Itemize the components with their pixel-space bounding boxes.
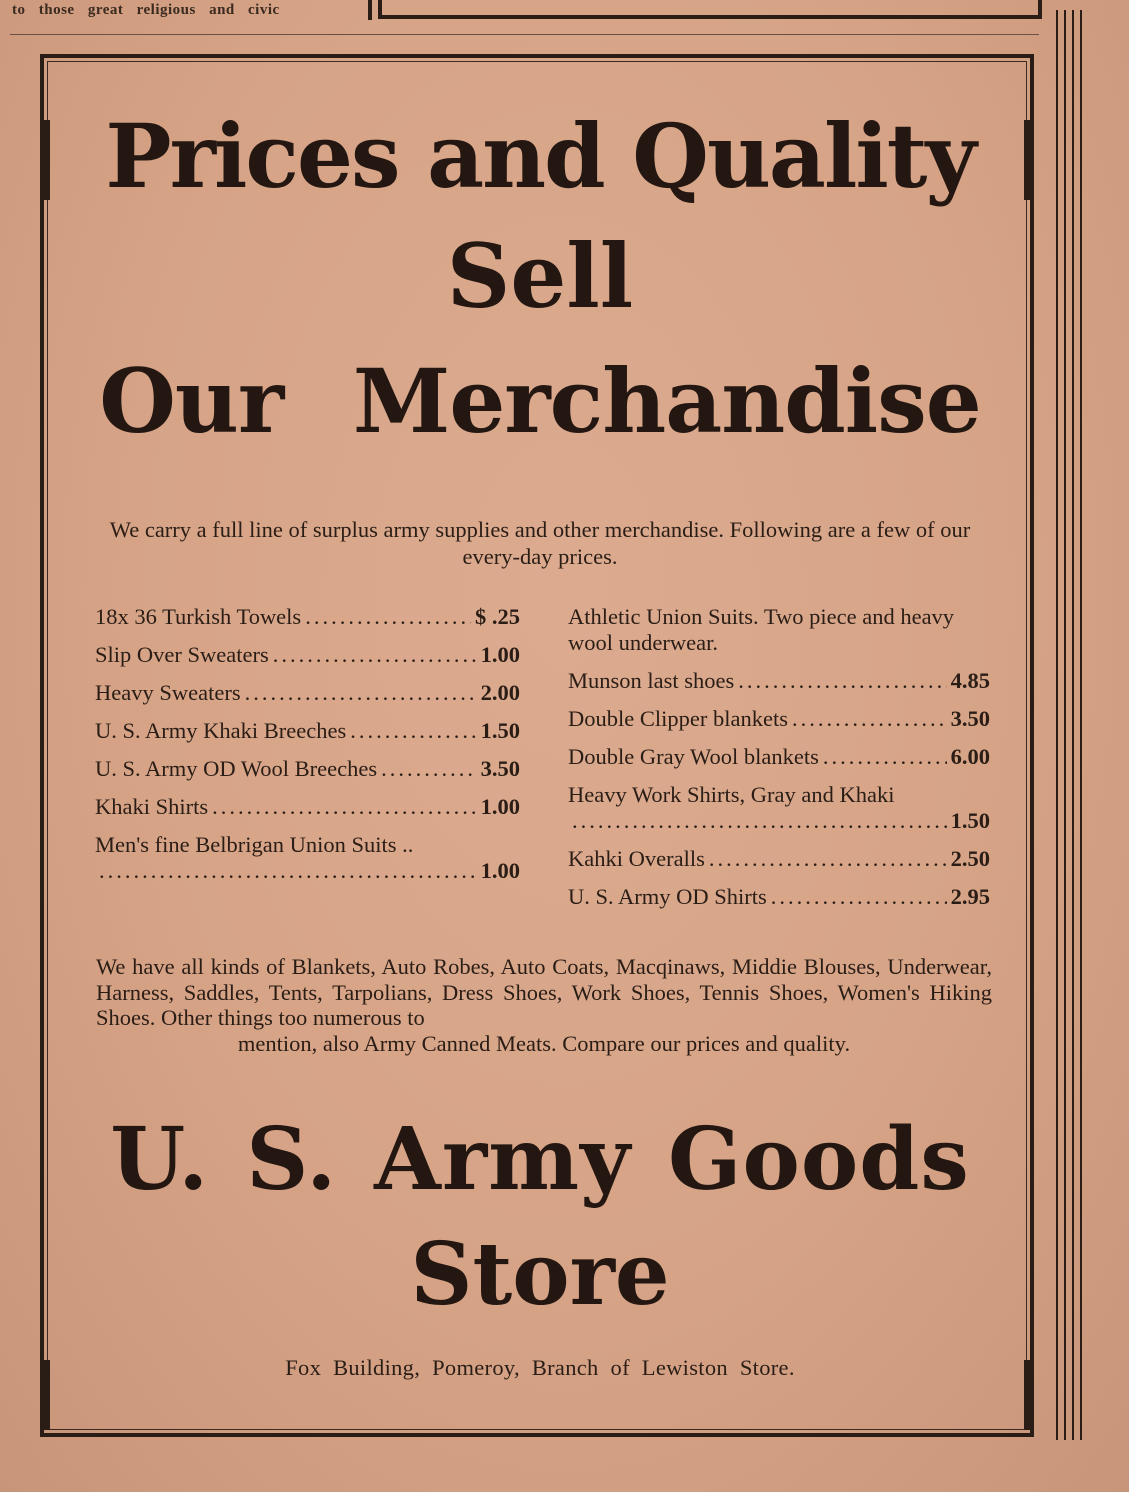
item-name: Slip Over Sweaters (95, 642, 269, 667)
item-price: 1.00 (480, 858, 520, 883)
leader-dots (273, 642, 477, 668)
top-rule (10, 34, 1039, 35)
leader-dots (792, 706, 947, 732)
price-note (568, 604, 990, 656)
border-ornament-left-bottom (42, 1360, 50, 1430)
item-price: 2.95 (950, 884, 990, 909)
item-price: 6.00 (950, 744, 990, 769)
price-item (568, 744, 990, 770)
item-price: 2.50 (950, 846, 990, 871)
item-name: Kahki Overalls (568, 846, 705, 871)
store-name-line-2: Store (410, 1224, 670, 1325)
item-price: 2.00 (480, 680, 520, 705)
border-ornament-left-top (42, 120, 50, 200)
inventory-text: We have all kinds of Blankets, Auto Robes, Auto Coats, Macqinaws, Middie Blouses, Underwear, Harness, Saddles, Tents, Tarpolians, Dress Shoes, Work Shoes, Tennis Shoes, Women's Hiking Shoes. Other things too numerous to (96, 954, 992, 1030)
item-name: Heavy Work Shirts, Gray and Khaki (568, 782, 895, 807)
leader-dots (823, 744, 947, 770)
leader-dots (572, 808, 947, 834)
price-item (568, 782, 990, 834)
leader-dots (212, 794, 476, 820)
price-item (95, 604, 520, 630)
price-item (95, 642, 520, 668)
leader-dots (99, 858, 477, 884)
item-name: U. S. Army OD Shirts (568, 884, 767, 909)
adjacent-ad-border (378, 0, 1042, 19)
price-item (568, 846, 990, 872)
price-item (568, 884, 990, 910)
inventory-closing-line: mention, also Army Canned Meats. Compare our prices and quality. (237, 1030, 851, 1056)
price-item (95, 756, 520, 782)
leader-dots (305, 604, 471, 630)
leader-dots (350, 718, 476, 744)
column-divider (368, 0, 372, 20)
item-name: Men's fine Belbrigan Union Suits .. (95, 832, 414, 857)
price-item (568, 668, 990, 694)
price-list-left (95, 604, 520, 896)
item-price: 1.00 (480, 794, 520, 819)
item-name: 18x 36 Turkish Towels (95, 604, 302, 629)
item-name: U. S. Army OD Wool Breeches (95, 756, 378, 781)
item-name: U. S. Army Khaki Breeches (95, 718, 347, 743)
border-ornament-right-top (1024, 120, 1032, 200)
leader-dots (381, 756, 477, 782)
item-price: 3.50 (950, 706, 990, 731)
item-price: $ .25 (475, 604, 520, 629)
price-item (568, 706, 990, 732)
item-name: Munson last shoes (568, 668, 735, 693)
item-price: 3.50 (480, 756, 520, 781)
store-name-line-1: U. S. Army Goods (110, 1109, 970, 1210)
price-item (95, 718, 520, 744)
inventory-paragraph (96, 954, 992, 1056)
item-name: Khaki Shirts (95, 794, 209, 819)
leader-dots (709, 846, 947, 872)
price-list-right (568, 604, 990, 922)
price-item (95, 832, 520, 884)
leader-dots (771, 884, 947, 910)
headline-line-2: Sell (446, 224, 634, 328)
leader-dots (245, 680, 477, 706)
item-name: Double Gray Wool blankets (568, 744, 819, 769)
item-price: 4.85 (950, 668, 990, 693)
adjacent-column-text: to those great religious and civic (12, 2, 280, 18)
item-description: Athletic Union Suits. Two piece and heavy wool underwear. (568, 604, 955, 655)
right-margin-rules (1052, 10, 1129, 1440)
item-price: 1.50 (950, 808, 990, 833)
price-item (95, 680, 520, 706)
border-ornament-right-bottom (1024, 1360, 1032, 1430)
item-name: Double Clipper blankets (568, 706, 788, 731)
price-item (95, 794, 520, 820)
intro-paragraph: We carry a full line of surplus army supplies and other merchandise. Following are a few of our every-day prices. (109, 517, 971, 569)
headline-line-1: Prices and Quality (105, 104, 975, 208)
item-price: 1.00 (480, 642, 520, 667)
headline-line-3: Our Merchandise (99, 349, 981, 453)
leader-dots (738, 668, 946, 694)
item-price: 1.50 (480, 718, 520, 743)
item-name: Heavy Sweaters (95, 680, 241, 705)
store-address: Fox Building, Pomeroy, Branch of Lewiston Store. (285, 1355, 795, 1380)
